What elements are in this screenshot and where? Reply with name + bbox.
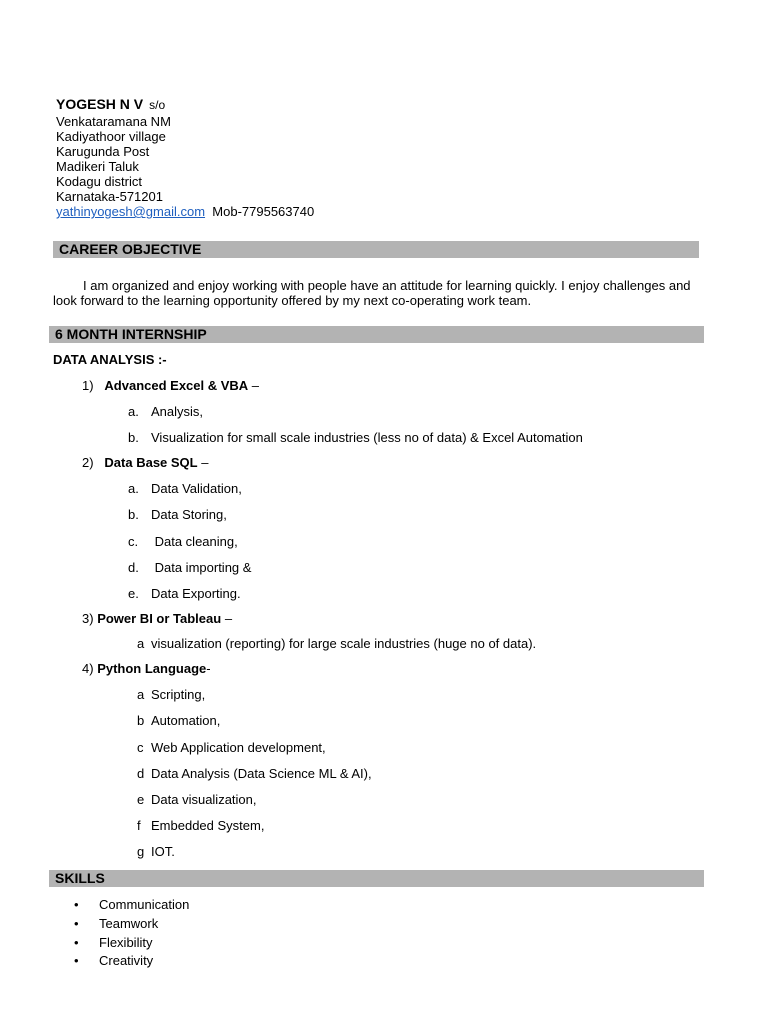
list-item bbox=[128, 560, 251, 575]
relation-label: s/o bbox=[149, 98, 166, 112]
address-line: Karugunda Post bbox=[56, 144, 150, 159]
list-item bbox=[128, 534, 238, 549]
list-item bbox=[137, 687, 205, 702]
item-text: Embedded System, bbox=[151, 818, 265, 833]
item-label: a bbox=[137, 687, 145, 702]
item-label: b. bbox=[128, 430, 139, 445]
skill-group-heading bbox=[82, 378, 259, 393]
item-label: f bbox=[137, 818, 141, 833]
item-label: a bbox=[137, 636, 145, 651]
list-item bbox=[137, 740, 326, 755]
bullet-icon: • bbox=[74, 916, 79, 931]
item-label: g bbox=[137, 844, 145, 859]
item-text: visualization (reporting) for large scale industries (huge no of data). bbox=[151, 636, 537, 651]
item-text: Data Validation, bbox=[151, 481, 242, 496]
group-number: 3) bbox=[82, 611, 94, 626]
email-link[interactable]: yathinyogesh@gmail.com bbox=[56, 204, 206, 219]
candidate-name: YOGESH N V bbox=[56, 96, 144, 112]
item-label: c bbox=[137, 740, 144, 755]
career-objective-text: I am organized and enjoy working with people have an attitude for learning quickly. I enjoy challenges and look forward to the learning opportunity offered by my next co-operating work team. bbox=[53, 278, 691, 308]
item-label: b bbox=[137, 713, 145, 728]
item-text: Data visualization, bbox=[151, 792, 257, 807]
skill-item bbox=[74, 935, 152, 950]
item-text: Data Analysis (Data Science ML & AI), bbox=[151, 766, 372, 781]
item-label: e. bbox=[128, 586, 139, 601]
section-heading-skills: SKILLS bbox=[49, 870, 704, 887]
list-item bbox=[128, 586, 241, 601]
skill-text: Teamwork bbox=[99, 916, 159, 931]
bullet-icon: • bbox=[74, 897, 79, 912]
skill-text: Communication bbox=[99, 897, 190, 912]
group-suffix: – bbox=[221, 611, 233, 626]
address-line: Venkataramana NM bbox=[56, 114, 171, 129]
item-label: a. bbox=[128, 481, 139, 496]
list-item bbox=[137, 766, 372, 781]
address-line: Karnataka-571201 bbox=[56, 189, 163, 204]
item-label: d bbox=[137, 766, 145, 781]
skill-group-heading bbox=[82, 661, 211, 676]
item-text: Data cleaning, bbox=[151, 534, 238, 549]
item-label: b. bbox=[128, 507, 139, 522]
list-item bbox=[137, 636, 536, 651]
item-text: Visualization for small scale industries (less no of data) & Excel Automation bbox=[151, 430, 583, 445]
item-text: Automation, bbox=[151, 713, 221, 728]
skill-group-heading bbox=[82, 455, 208, 470]
group-number: 4) bbox=[82, 661, 94, 676]
group-suffix: – bbox=[197, 455, 209, 470]
contact-header bbox=[56, 96, 165, 112]
bullet-icon: • bbox=[74, 935, 79, 950]
item-text: Data Storing, bbox=[151, 507, 227, 522]
item-label: d. bbox=[128, 560, 139, 575]
skill-item bbox=[74, 953, 153, 968]
list-item bbox=[137, 713, 220, 728]
skill-text: Flexibility bbox=[99, 935, 153, 950]
group-title: Power BI or Tableau bbox=[97, 611, 222, 626]
item-text: Scripting, bbox=[151, 687, 206, 702]
skill-item bbox=[74, 916, 158, 931]
group-number: 2) bbox=[82, 455, 94, 470]
group-suffix: - bbox=[206, 661, 211, 676]
list-item bbox=[128, 404, 203, 419]
list-item bbox=[137, 792, 257, 807]
item-text: Data importing & bbox=[151, 560, 252, 575]
group-title: Advanced Excel & VBA bbox=[104, 378, 249, 393]
item-text: IOT. bbox=[151, 844, 175, 859]
section-heading-internship: 6 MONTH INTERNSHIP bbox=[49, 326, 704, 343]
list-item bbox=[137, 818, 264, 833]
bullet-icon: • bbox=[74, 953, 79, 968]
group-title: Data Base SQL bbox=[104, 455, 198, 470]
address-line: Kodagu district bbox=[56, 174, 142, 189]
item-text: Analysis, bbox=[151, 404, 204, 419]
item-text: Web Application development, bbox=[151, 740, 326, 755]
list-item bbox=[137, 844, 175, 859]
skill-text: Creativity bbox=[99, 953, 154, 968]
contact-line bbox=[56, 204, 314, 219]
item-text: Data Exporting. bbox=[151, 586, 241, 601]
skill-item bbox=[74, 897, 189, 912]
group-number: 1) bbox=[82, 378, 94, 393]
mobile-number: Mob-7795563740 bbox=[212, 204, 315, 219]
internship-subheading: DATA ANALYSIS :- bbox=[53, 352, 167, 367]
item-label: e bbox=[137, 792, 145, 807]
list-item bbox=[128, 481, 242, 496]
section-heading-career: CAREER OBJECTIVE bbox=[53, 241, 699, 258]
skill-group-heading bbox=[82, 611, 232, 626]
group-suffix: – bbox=[248, 378, 260, 393]
list-item bbox=[128, 507, 227, 522]
address-block bbox=[56, 114, 314, 219]
list-item bbox=[128, 430, 583, 445]
address-line: Kadiyathoor village bbox=[56, 129, 166, 144]
group-title: Python Language bbox=[97, 661, 207, 676]
item-label: a. bbox=[128, 404, 139, 419]
address-line: Madikeri Taluk bbox=[56, 159, 139, 174]
item-label: c. bbox=[128, 534, 139, 549]
